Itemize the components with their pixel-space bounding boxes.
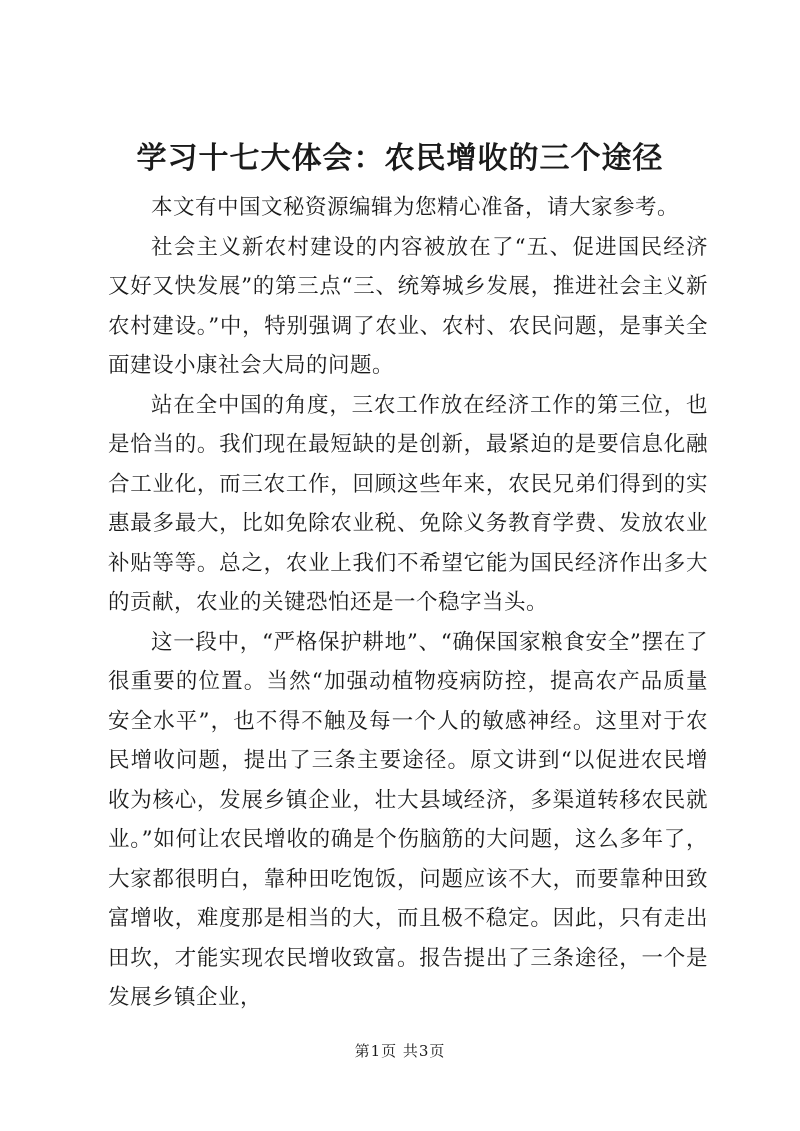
page-number-footer: 第1页 共3页 [354, 1042, 446, 1060]
paragraph-new-countryside: 社会主义新农村建设的内容被放在了“五、促进国民经济又好又快发展”的第三点“三、统筹城乡发展，推进社会主义新农村建设。”中，特别强调了农业、农村、农民问题，是事关全面建设小康社会大局的问题。 [108, 234, 708, 378]
document-title: 学习十七大体会：农民增收的三个途径 [136, 141, 664, 176]
paragraph-three-rural: 站在全中国的角度，三农工作放在经济工作的第三位，也是恰当的。我们现在最短缺的是创新，最紧迫的是要信息化融合工业化，而三农工作，回顾这些年来，农民兄弟们得到的实惠最多最大，比如免除农业税、免除义务教育学费、发放农业补贴等等。总之，农业上我们不希望它能为国民经济作出多大的贡献，农业的关键恐怕还是一个稳字当头。 [108, 392, 708, 615]
document-body [108, 188, 708, 1018]
paragraph-intro: 本文有中国文秘资源编辑为您精心准备，请大家参考。 [151, 195, 680, 220]
paragraph-farmer-income: 这一段中，“严格保护耕地”、“确保国家粮食安全”摆在了很重要的位置。当然“加强动植物疫病防控，提高农产品质量安全水平”，也不得不触及每一个人的敏感神经。这里对于农民增收问题，提出了三条主要途径。原文讲到“以促进农民增收为核心，发展乡镇企业，壮大县域经济，多渠道转移农民就业。”如何让农民增收的确是个伤脑筋的大问题，这么多年了，大家都很明白，靠种田吃饱饭，问题应该不大，而要靠种田致富增收，难度那是相当的大，而且极不稳定。因此，只有走出田坎，才能实现农民增收致富。报告提出了三条途径，一个是发展乡镇企业， [108, 629, 708, 1010]
